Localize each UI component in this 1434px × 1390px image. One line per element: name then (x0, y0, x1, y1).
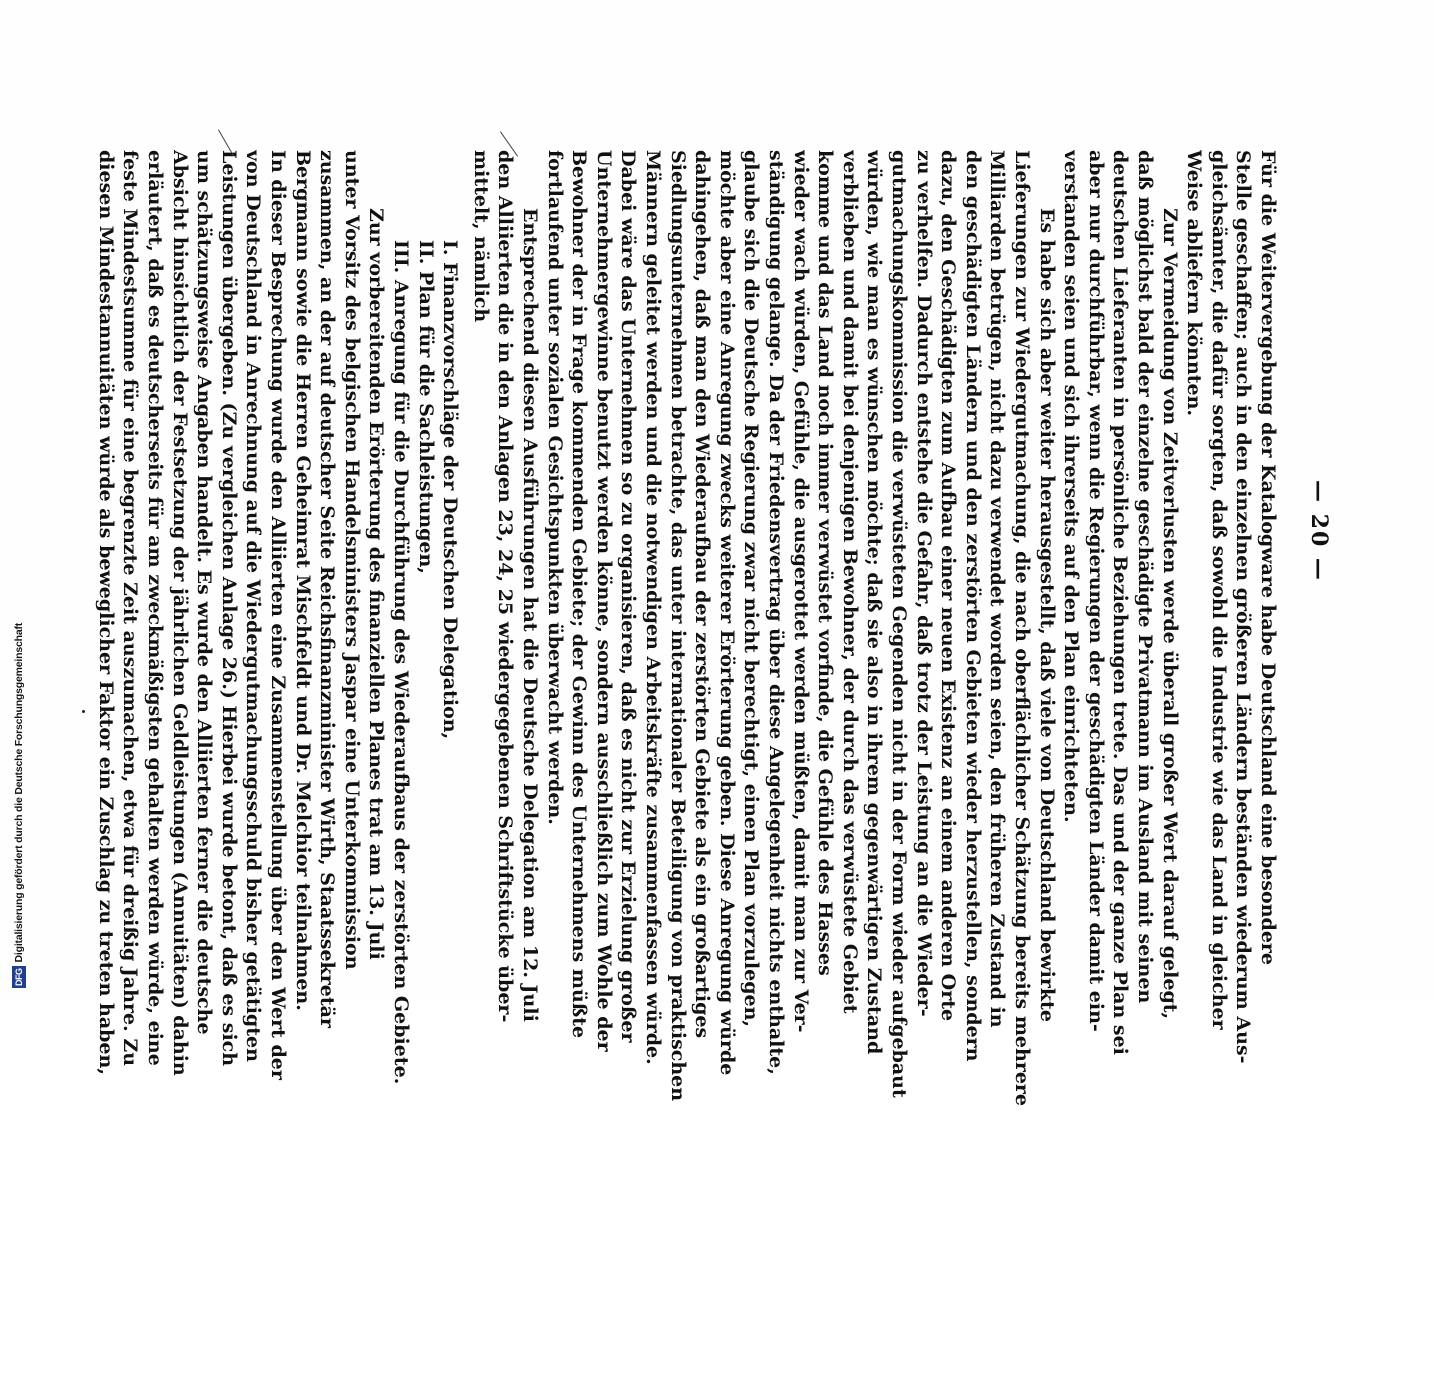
text-line: zusammen, an der auf deutscher Seite Reichsfinanzminister Wirth, Staatssekretär (316, 150, 339, 1028)
text-line: Weise abliefern könnten. (1183, 150, 1206, 417)
text-line: feste Mindestsumme für eine begrenzte Zeit auszumachen, etwa für dreißig Jahre. Zu (119, 150, 142, 1067)
text-line: mittelt, nämlich (469, 150, 492, 323)
text-line: deutschen Lieferanten in persönliche Beziehungen trete. Das und der ganze Plan sei (1109, 150, 1132, 1055)
funding-notice-text: Digitalisierung gefördert durch die Deutsche Forschungsgemeinschaft (13, 622, 25, 963)
text-line: gutmachungskommission die verwüsteten Gegenden nicht in der Form wieder aufgebaut (888, 150, 910, 1098)
text-line: fortlaufend unter sozialen Gesichtspunkten überwacht werden. (543, 150, 566, 825)
text-line: Dabei wäre das Unternehmen so zu organisieren, daß es nicht zur Erzielung großer (617, 150, 640, 1043)
text-line: Lieferungen zur Wiedergutmachung, die nach oberflächlicher Schätzung bereits mehrere (1011, 150, 1033, 1107)
digitization-notice (12, 623, 26, 988)
text-line: verstanden seien und sich ihrerseits auf den Plan einrichteten. (1060, 150, 1083, 823)
text-line: zu verhelfen. Dadurch entstehe die Gefahr, daß trotz der Leistung an die Wieder- (912, 150, 935, 1017)
text-line: den Alliierten die in den Anlagen 23, 24, 25 wiedergegebenen Schriftstücke über- (494, 150, 517, 1023)
margin-dot (82, 710, 85, 713)
text-line: Unternehmergewinne benutzt werden könne, sondern ausschließlich zum Wohle der (592, 150, 615, 1052)
text-line: erläutert, daß es deutscherseits für am zweckmäßigsten gehalten werden würde, eine (144, 150, 166, 1066)
text-line: Siedlungsunternehmen betrachte, das unter internationaler Beteiligung von praktischen (666, 150, 689, 1102)
text-line: I. Finanzvorschläge der Deutschen Delegation, (439, 240, 462, 740)
text-line: unter Vorsitz des belgischen Handelsministers Jaspar eine Unterkommission (340, 150, 363, 970)
text-line: daß möglichst bald der einzelne geschädigte Privatmann im Ausland mit seinen (1134, 150, 1156, 1004)
text-line: Es habe sich aber weiter herausgestellt, daß viele von Deutschland bewirkte (1035, 208, 1058, 1022)
text-line: Leistungen übergeben. (Zu vergleichen Anlage 26.) Hierbei wurde betont, daß es sich (217, 150, 240, 1067)
text-line: diesen Mindestannuitäten würde als beweglicher Faktor ein Zuschlag zu treten haben, (94, 150, 117, 1075)
text-line: gleichsämter, die dafür sorgten, daß sowohl die Industrie wie das Land in gleicher (1207, 150, 1230, 1030)
text-line: möchte aber eine Anregung zwecks weiterer Erörterung geben. Diese Anregung würde (715, 150, 738, 1076)
text-line: ständigung gelange. Da der Friedensvertrag über diese Angelegenheit nichts enthalte, (765, 150, 787, 1075)
text-line: dazu, den Geschädigten zum Aufbau einer neuen Existenz an einem anderen Orte (937, 150, 960, 1022)
text-line: Zur Vermeidung von Zeitverlusten werde überall großer Wert darauf gelegt, (1158, 208, 1181, 1020)
dfg-logo: DFG (14, 968, 24, 986)
digitization-sidebar (0, 0, 34, 1000)
text-line: dahingehen, daß man den Wiederaufbau der zerstörten Gebiete als ein großartiges (691, 150, 714, 1039)
text-line: Zur vorbereitenden Erörterung des finanziellen Planes trat am 13. Juli (365, 208, 388, 960)
text-line: Bewohner der in Frage kommenden Gebiete; der Gewinn des Unternehmens müßte (568, 150, 591, 1039)
text-line: wieder wach würden, Gefühle, die ausgerottet werden müßten, damit man zur Ver- (789, 150, 812, 1033)
text-line: Absicht hinsichtlich der Festsetzung der jährlichen Geldleistungen (Annuitäten) dahin (168, 150, 191, 1076)
text-line: Für die Weitervergebung der Katalogware habe Deutschland eine besondere (1257, 150, 1279, 966)
text-line: Entsprechend diesen Ausführungen hat die Deutsche Delegation am 12. Juli (519, 208, 541, 1022)
text-line: II. Plan für die Sachleistungen, (414, 240, 437, 574)
text-line: glaube sich die Deutsche Regierung zwar nicht berechtigt, einen Plan vorzulegen, (740, 150, 763, 1028)
page-number: — 20 — (1306, 480, 1332, 582)
text-line: Milliarden betrügen, nicht dazu verwendet worden seien, den früheren Zustand in (986, 150, 1009, 1028)
text-line: komme und das Land noch immer verwüstet vorfinde, die Gefühle des Hasses (814, 150, 837, 976)
text-line: von Deutschland in Anrechnung auf die Wiedergutmachungsschuld bisher getätigten (242, 150, 265, 1062)
text-line: würden, wie man es wünschen möchte; daß sie also in ihrem gegenwärtigen Zustand (863, 150, 886, 1055)
text-line: verblieben und damit bei denjenigen Bewohner, der durch das verwüstete Gebiet (838, 150, 861, 1014)
text-line: In dieser Besprechung wurde den Alliierten eine Zusammenstellung über den Wert der (267, 150, 289, 1080)
text-line: aber nur durchführbar, wenn die Regierungen der geschädigten Länder damit ein- (1084, 150, 1107, 1032)
text-line: den geschädigten Ländern und den zerstörten Gebieten wieder herzustellen, sondern (961, 150, 984, 1062)
text-line: III. Anregung für die Durchführung des Wiederaufbaus der zerstörten Gebiete. (390, 240, 412, 1085)
text-line: Männern geleitet werden und die notwendigen Arbeitskräfte zusammenfassen würde. (642, 150, 664, 1065)
rotated-page-content (90, 150, 1332, 1107)
text-line: Bergmann sowie die Herren Geheimrat Mischfeldt und Dr. Melchior teilnahmen. (291, 150, 314, 1011)
text-line: Stelle geschaffen; auch in den einzelnen größeren Ländern beständen wiederum Aus- (1232, 150, 1255, 1064)
text-line: um schätzungsweise Angaben handelt. Es wurde den Alliierten ferner die deutsche (193, 150, 216, 1035)
